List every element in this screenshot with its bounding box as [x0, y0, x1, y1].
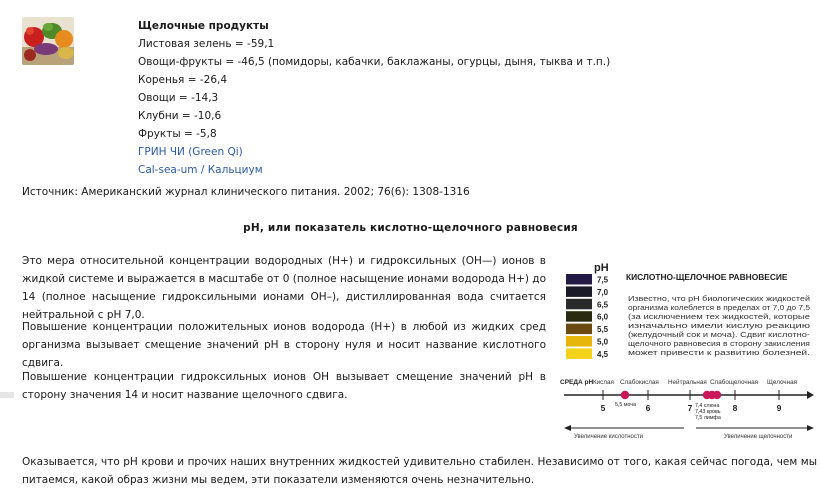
scale-arrow-head: [807, 391, 814, 399]
lymph-marker-label: 7,5 лимфа: [695, 415, 721, 421]
alkaline-foods-title: Щелочные продукты: [138, 20, 269, 32]
vegetables-image: [22, 17, 74, 65]
urine-marker: [621, 391, 629, 399]
figure-description-line: Известно, что pH биологических жидкостей: [628, 296, 770, 303]
left-edge-tab: [0, 392, 14, 398]
figure-description-line: может привести к развитию болезней.: [628, 350, 753, 357]
ph-balance-figure: [560, 256, 815, 446]
paragraph-definition: Это мера относительной концентрации водородных (H+) и гидроксильных (OH—) ионов в жидкой системе и выражается в масштабе от 0 (полное насыщение ионами водорода H+) до 14 (полное насыщение гидроксильными ионами OH–), дистиллированная вода считается нейтральной с pH 7,0.: [22, 255, 546, 321]
paragraph-alkaline-shift: Повышение концентрации гидроксильных ионов ОН вызывает смещение значений pH в сторону значения 14 и носит название щелочного сдвига.: [22, 371, 546, 401]
ph-swatch-label: 7,0: [597, 287, 609, 297]
list-item: Овощи-фрукты = -46,5 (помидоры, кабачки, баклажаны, огурцы, дыня, тыква и т.п.): [138, 56, 611, 68]
tick-label: 9: [776, 403, 782, 413]
ph-swatch-label: 7,5: [597, 275, 609, 285]
urine-marker-label: 5,5 моча: [615, 402, 637, 408]
ph-swatch: [566, 299, 592, 310]
list-item: Овощи = -14,3: [138, 92, 219, 104]
figure-title: КИСЛОТНО-ЩЕЛОЧНОЕ РАВНОВЕСИЕ: [626, 272, 788, 282]
tick-label: 5: [600, 403, 606, 413]
ph-swatch-label: 6,5: [597, 300, 609, 310]
alkali-arrow-head: [807, 425, 814, 431]
ph-swatch: [566, 348, 592, 359]
zone-label-weak-alkaline: Слабощелочная: [710, 379, 759, 386]
green-qi-link[interactable]: ГРИН ЧИ (Green Qi): [138, 146, 243, 158]
ph-swatch: [566, 286, 592, 297]
list-item: Фрукты = -5,8: [138, 128, 217, 140]
section-heading: pH, или показатель кислотно-щелочного равновесия: [243, 222, 578, 234]
ph-swatch: [566, 274, 592, 285]
acid-arrow-label: Увеличение кислотности: [574, 434, 643, 440]
list-item: Коренья = -26,4: [138, 74, 228, 86]
alkaline-foods-list: [138, 17, 610, 179]
alkali-arrow-label: Увеличение щелочности: [724, 434, 793, 440]
lymph-marker: [713, 391, 721, 399]
saliva-marker-label: 7,4 слюна: [695, 403, 720, 409]
ph-swatch: [566, 324, 592, 335]
list-item: Клубни = -10,6: [138, 110, 222, 122]
zone-label-weak-acid: Слабокислая: [620, 379, 659, 386]
ph-swatch-label: 6,0: [597, 312, 609, 322]
zone-label-alkaline: Щелочная: [767, 379, 797, 386]
tick-label: 7: [687, 403, 693, 413]
acid-arrow-head: [564, 425, 571, 431]
ph-swatch: [566, 311, 592, 322]
figure-description-line: (желудочный сок и моча). Сдвиг кислотно-: [628, 332, 766, 339]
tick-label: 8: [732, 403, 738, 413]
paragraph-stability: Оказывается, что pH крови и прочих наших внутренних жидкостей удивительно стабилен. Независимо от того, какая сейчас погода, чем мы питаемся, какой образ жизни мы ведем, эти показатели изменяются очень незначительно.: [22, 456, 817, 486]
figure-description-line: изначально имели кислую реакцию: [628, 323, 810, 330]
zone-label-neutral: Нейтральная: [668, 379, 707, 386]
ph-label: pH: [594, 262, 609, 274]
ph-swatch-label: 5,0: [597, 337, 609, 347]
ph-swatch-label: 5,5: [597, 325, 609, 335]
figure-description-line: щелочного равновесия в сторону закисления: [628, 341, 811, 348]
paragraph-acid-shift: Повышение концентрации положительных ионов водорода (H+) в любой из жидких сред организма вызывает смещение значений pH в сторону нуля и носит название кислотного сдвига.: [22, 321, 546, 369]
source-citation: Источник: Американский журнал клинического питания. 2002; 76(6): 1308-1316: [22, 186, 470, 198]
cal-sea-um-link[interactable]: Cal-sea-um / Кальциум: [138, 164, 263, 176]
zone-label-acid: Кислая: [593, 379, 614, 386]
list-item: Листовая зелень = -59,1: [138, 38, 275, 50]
figure-description-line: (за исключением тех жидкостей, которые: [628, 314, 763, 321]
figure-description-line: организма колеблется в пределах от 7,0 до 7,5: [628, 305, 781, 312]
scale-prefix: СРЕДА pH: [560, 379, 594, 386]
tick-label: 6: [645, 403, 651, 413]
blood-marker-label: 7,43 кровь: [695, 409, 721, 415]
ph-swatch: [566, 336, 592, 347]
ph-swatch-label: 4,5: [597, 349, 609, 359]
